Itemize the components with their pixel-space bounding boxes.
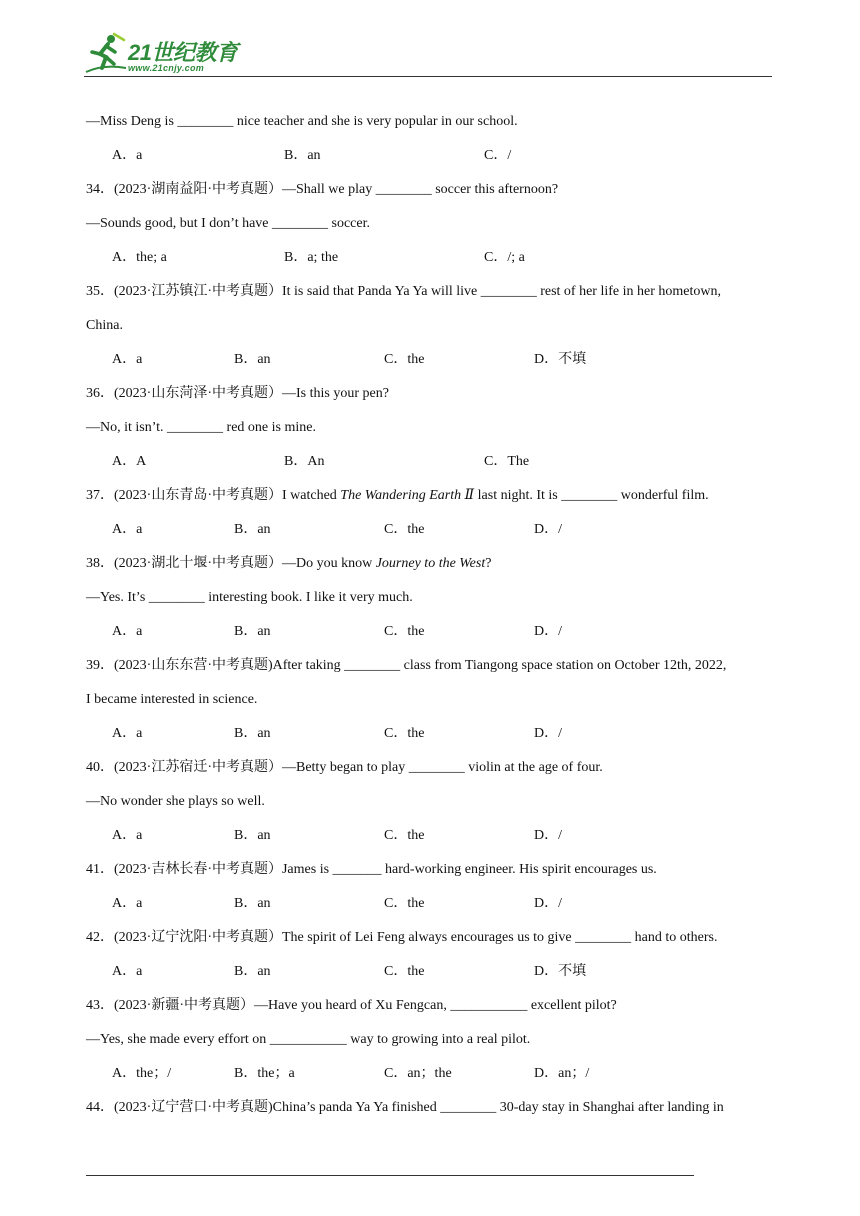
options-row — [86, 1062, 786, 1096]
option-b: B．the；a — [234, 1066, 295, 1081]
footer-divider — [86, 1175, 694, 1176]
runner-logo-icon — [84, 32, 128, 76]
option-c: C．the — [384, 726, 425, 741]
question-text: —Miss Deng is ________ nice teacher and she is very popular in our school. — [86, 114, 518, 129]
option-a: A．the; a — [112, 250, 167, 265]
logo — [84, 32, 254, 76]
question-40 — [86, 756, 786, 858]
option-c: C．an；the — [384, 1066, 452, 1081]
question-text: 34．(2023·湖南益阳·中考真题）—Shall we play ________ soccer this afternoon? — [86, 182, 559, 197]
options-row — [86, 246, 786, 280]
option-d: D．/ — [534, 828, 562, 843]
option-d: D．/ — [534, 522, 562, 537]
question-text-part: ? — [485, 556, 492, 571]
option-c: C．the — [384, 964, 425, 979]
option-b: B．an — [284, 148, 321, 163]
option-a: A．the；/ — [112, 1066, 172, 1081]
question-text: 43．(2023·新疆·中考真题）—Have you heard of Xu Fengcan, ___________ excellent pilot? — [86, 998, 617, 1013]
question-43 — [86, 994, 786, 1096]
options-row — [86, 518, 786, 552]
option-b: B．an — [234, 828, 271, 843]
question-text: —Yes, she made every effort on ___________ way to growing into a real pilot. — [86, 1032, 531, 1047]
question-list — [86, 110, 786, 1130]
option-d: D．/ — [534, 896, 562, 911]
options-row — [86, 824, 786, 858]
option-c: C．the — [384, 352, 425, 367]
option-c: C．the — [384, 522, 425, 537]
option-a: A．a — [112, 896, 143, 911]
options-row — [86, 450, 786, 484]
question-text — [86, 484, 786, 518]
question-text-part: last night. It is ________ wonderful film. — [474, 488, 709, 503]
option-b: B．an — [234, 726, 271, 741]
option-d: D．不填 — [534, 352, 587, 367]
option-c: C．the — [384, 624, 425, 639]
option-b: B．an — [234, 896, 271, 911]
question-text: 39．(2023·山东东营·中考真题)After taking ________ class from Tiangong space station on October 12th, 2022, — [86, 658, 727, 673]
question-text: —Sounds good, but I don’t have ________ soccer. — [86, 216, 370, 231]
option-b: B．a; the — [284, 250, 339, 265]
option-a: A．a — [112, 624, 143, 639]
option-b: B．an — [234, 522, 271, 537]
option-c: C．the — [384, 896, 425, 911]
options-row — [86, 144, 786, 178]
option-a: A．a — [112, 352, 143, 367]
question-text: China. — [86, 318, 123, 333]
question-35 — [86, 280, 786, 382]
question-37 — [86, 484, 786, 552]
question-text-part: 38．(2023·湖北十堰·中考真题）—Do you know — [86, 556, 376, 571]
page-header — [84, 30, 772, 78]
option-a: A．a — [112, 726, 143, 741]
option-c: C．/ — [484, 148, 512, 163]
question-text: 41．(2023·吉林长春·中考真题）James is _______ hard-working engineer. His spirit encourages us. — [86, 862, 657, 877]
question-text: I became interested in science. — [86, 692, 258, 707]
question-text: —No wonder she plays so well. — [86, 794, 265, 809]
header-divider — [84, 76, 772, 77]
question-text: 40．(2023·江苏宿迁·中考真题）—Betty began to play ________ violin at the age of four. — [86, 760, 603, 775]
option-a: A．a — [112, 828, 143, 843]
option-a: A．a — [112, 522, 143, 537]
options-row — [86, 348, 786, 382]
question-42 — [86, 926, 786, 994]
option-a: A．a — [112, 148, 143, 163]
question-38 — [86, 552, 786, 654]
question-39 — [86, 654, 786, 756]
option-d: D．不填 — [534, 964, 587, 979]
option-b: B．an — [234, 352, 271, 367]
option-c: C．The — [484, 454, 530, 469]
book-title: Journey to the West — [375, 556, 486, 571]
question-text: 44．(2023·辽宁营口·中考真题)China’s panda Ya Ya finished ________ 30-day stay in Shanghai after landing in — [86, 1100, 724, 1115]
question-text: 42．(2023·辽宁沈阳·中考真题）The spirit of Lei Feng always encourages us to give ________ hand to others. — [86, 930, 718, 945]
question-44 — [86, 1096, 786, 1130]
option-d: D．/ — [534, 624, 562, 639]
option-b: B．an — [234, 624, 271, 639]
options-row — [86, 620, 786, 654]
question-text-part: 37．(2023·山东青岛·中考真题）I watched — [86, 488, 341, 503]
logo-url-text: www.21cnjy.com — [128, 63, 205, 73]
option-b: B．An — [284, 454, 325, 469]
question-text: 35．(2023·江苏镇江·中考真题）It is said that Panda Ya Ya will live ________ rest of her life in her hometown, — [86, 284, 721, 299]
question-36 — [86, 382, 786, 484]
options-row — [86, 722, 786, 756]
logo-brand-text: 21世纪教育 — [128, 40, 238, 65]
question-text: 36．(2023·山东菏泽·中考真题）—Is this your pen? — [86, 386, 389, 401]
question-41 — [86, 858, 786, 926]
film-title: The Wandering Earth Ⅱ — [340, 488, 475, 503]
option-d: D．/ — [534, 726, 562, 741]
question-text: —Yes. It’s ________ interesting book. I like it very much. — [86, 590, 413, 605]
question-text — [86, 552, 786, 586]
option-b: B．an — [234, 964, 271, 979]
option-a: A．a — [112, 964, 143, 979]
options-row — [86, 892, 786, 926]
options-row — [86, 960, 786, 994]
option-c: C．the — [384, 828, 425, 843]
option-d: D．an；/ — [534, 1066, 590, 1081]
question-text: —No, it isn’t. ________ red one is mine. — [86, 420, 316, 435]
question-34 — [86, 178, 786, 280]
option-a: A．A — [112, 454, 147, 469]
option-c: C．/; a — [484, 250, 525, 265]
question-33-continued — [86, 110, 786, 178]
